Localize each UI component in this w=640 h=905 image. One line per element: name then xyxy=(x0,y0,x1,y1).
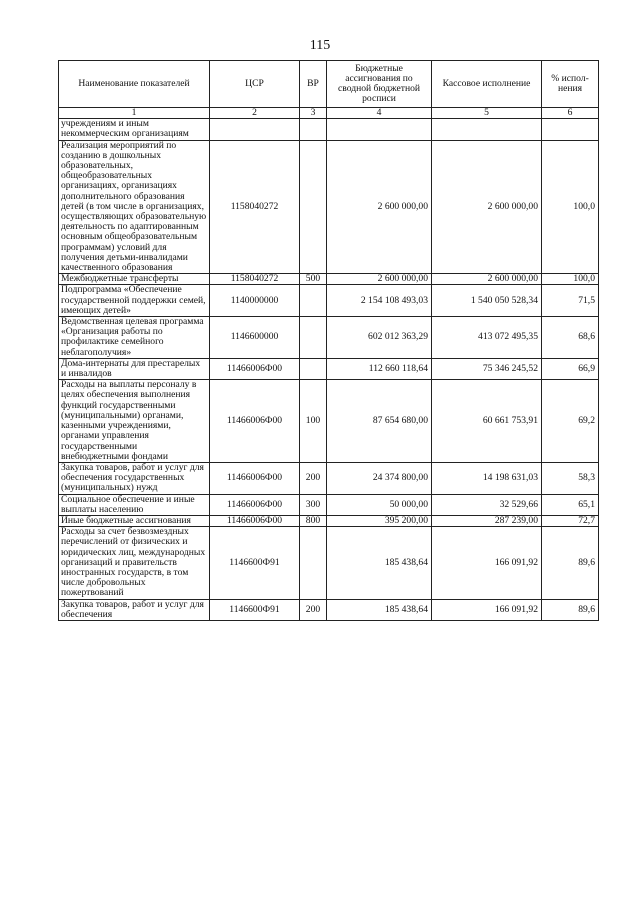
row-assignments: 602 012 363,29 xyxy=(327,317,432,359)
header-assignments: Бюджетные ассигнования по сводной бюджетной росписи xyxy=(327,61,432,108)
row-assignments: 87 654 680,00 xyxy=(327,380,432,463)
row-name: Расходы за счет безвозмездных перечислений от физических и юридических лиц, международных организаций и правительств иностранных государств, в том числе добровольных пожертвований xyxy=(59,527,210,599)
row-percent: 65,1 xyxy=(542,494,599,515)
table-row xyxy=(59,274,599,285)
row-name: Межбюджетные трансферты xyxy=(59,274,210,285)
row-execution: 413 072 495,35 xyxy=(432,317,542,359)
row-assignments: 50 000,00 xyxy=(327,494,432,515)
row-name: Закупка товаров, работ и услуг для обеспечения xyxy=(59,599,210,620)
column-number: 5 xyxy=(432,108,542,119)
row-csr: 11466006Ф00 xyxy=(210,462,300,494)
row-execution: 1 540 050 528,34 xyxy=(432,285,542,317)
table-row xyxy=(59,358,599,379)
row-vr xyxy=(300,285,327,317)
table-row xyxy=(59,140,599,274)
row-name: Реализация мероприятий по созданию в дошкольных образовательных, общеобразовательных организациях, организациях дополнительного образования детей (в том числе в организациях, осуществляющих образовательную деятельность по адаптированным основным общеобразовательным программам) условий для получения детьми-инвалидами качественного образования xyxy=(59,140,210,274)
table-row xyxy=(59,462,599,494)
row-assignments: 185 438,64 xyxy=(327,527,432,599)
row-execution: 60 661 753,91 xyxy=(432,380,542,463)
header-name: Наименование показателей xyxy=(59,61,210,108)
header-execution: Кассовое исполнение xyxy=(432,61,542,108)
row-vr: 500 xyxy=(300,274,327,285)
header-vr: ВР xyxy=(300,61,327,108)
row-assignments: 2 600 000,00 xyxy=(327,274,432,285)
row-percent: 71,5 xyxy=(542,285,599,317)
row-vr xyxy=(300,358,327,379)
column-number: 3 xyxy=(300,108,327,119)
row-vr: 200 xyxy=(300,462,327,494)
row-vr: 300 xyxy=(300,494,327,515)
table-row xyxy=(59,599,599,620)
page-number: 115 xyxy=(309,38,331,53)
row-vr xyxy=(300,140,327,274)
column-number: 1 xyxy=(59,108,210,119)
row-assignments xyxy=(327,119,432,140)
row-assignments: 24 374 800,00 xyxy=(327,462,432,494)
row-csr: 11466006Ф00 xyxy=(210,515,300,526)
row-percent xyxy=(542,119,599,140)
table-header-row xyxy=(59,61,599,108)
row-csr: 1140000000 xyxy=(210,285,300,317)
row-percent: 100,0 xyxy=(542,140,599,274)
row-csr: 11466006Ф00 xyxy=(210,358,300,379)
row-percent: 58,3 xyxy=(542,462,599,494)
row-name: Расходы на выплаты персоналу в целях обеспечения выполнения функций государственными (муниципальными) органами, казенными учреждениями, органами управления государственными внебюджетными фондами xyxy=(59,380,210,463)
row-csr: 1146600Ф91 xyxy=(210,599,300,620)
row-assignments: 2 600 000,00 xyxy=(327,140,432,274)
header-percent: % испол-нения xyxy=(542,61,599,108)
row-vr xyxy=(300,317,327,359)
table-row xyxy=(59,317,599,359)
row-csr: 1158040272 xyxy=(210,140,300,274)
table-row xyxy=(59,494,599,515)
budget-table xyxy=(58,60,599,621)
column-number: 4 xyxy=(327,108,432,119)
row-execution: 14 198 631,03 xyxy=(432,462,542,494)
row-execution xyxy=(432,119,542,140)
row-assignments: 395 200,00 xyxy=(327,515,432,526)
row-vr xyxy=(300,527,327,599)
row-name: учреждениям и иным некоммерческим организациям xyxy=(59,119,210,140)
row-execution: 166 091,92 xyxy=(432,599,542,620)
row-csr: 11466006Ф00 xyxy=(210,380,300,463)
row-csr: 1146600Ф91 xyxy=(210,527,300,599)
row-execution: 75 346 245,52 xyxy=(432,358,542,379)
row-execution: 166 091,92 xyxy=(432,527,542,599)
row-percent: 89,6 xyxy=(542,599,599,620)
row-assignments: 2 154 108 493,03 xyxy=(327,285,432,317)
table-row xyxy=(59,285,599,317)
column-number: 2 xyxy=(210,108,300,119)
row-execution: 2 600 000,00 xyxy=(432,274,542,285)
table-row xyxy=(59,119,599,140)
table-row xyxy=(59,527,599,599)
row-percent: 69,2 xyxy=(542,380,599,463)
table-row xyxy=(59,380,599,463)
table-row xyxy=(59,515,599,526)
row-execution: 2 600 000,00 xyxy=(432,140,542,274)
header-csr: ЦСР xyxy=(210,61,300,108)
row-execution: 32 529,66 xyxy=(432,494,542,515)
row-percent: 89,6 xyxy=(542,527,599,599)
row-name: Подпрограмма «Обеспечение государственной поддержки семей, имеющих детей» xyxy=(59,285,210,317)
row-vr: 100 xyxy=(300,380,327,463)
row-name: Ведомственная целевая программа «Организация работы по профилактике семейного неблагополучия» xyxy=(59,317,210,359)
row-percent: 66,9 xyxy=(542,358,599,379)
row-name: Иные бюджетные ассигнования xyxy=(59,515,210,526)
row-name: Социальное обеспечение и иные выплаты населению xyxy=(59,494,210,515)
row-csr: 11466006Ф00 xyxy=(210,494,300,515)
row-assignments: 185 438,64 xyxy=(327,599,432,620)
row-assignments: 112 660 118,64 xyxy=(327,358,432,379)
row-percent: 100,0 xyxy=(542,274,599,285)
row-vr xyxy=(300,119,327,140)
row-percent: 72,7 xyxy=(542,515,599,526)
row-execution: 287 239,00 xyxy=(432,515,542,526)
column-number: 6 xyxy=(542,108,599,119)
row-csr: 1158040272 xyxy=(210,274,300,285)
row-csr: 1146600000 xyxy=(210,317,300,359)
row-percent: 68,6 xyxy=(542,317,599,359)
row-csr xyxy=(210,119,300,140)
row-vr: 200 xyxy=(300,599,327,620)
column-number-row xyxy=(59,108,599,119)
row-name: Закупка товаров, работ и услуг для обеспечения государственных (муниципальных) нужд xyxy=(59,462,210,494)
row-name: Дома-интернаты для престарелых и инвалидов xyxy=(59,358,210,379)
row-vr: 800 xyxy=(300,515,327,526)
